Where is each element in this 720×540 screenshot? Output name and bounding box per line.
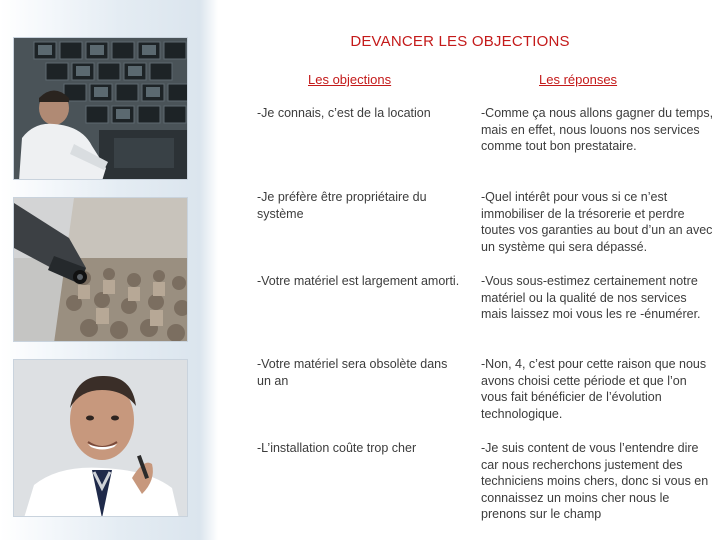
response-text: -Je suis content de vous l’entendre dire car nous recherchons justement des techniciens moins chers, donc si vous en connaissez un moins cher nous le prenons sur le champ	[481, 441, 709, 521]
objection-text: -L’installation coûte trop cher	[257, 441, 417, 455]
camera-crowd-photo	[13, 197, 188, 342]
page-title: DEVANCER LES OBJECTIONS	[350, 33, 570, 50]
smiling-man-photo	[13, 359, 188, 517]
objection-text: -Votre matériel sera obsolète dans un an	[257, 357, 448, 388]
objection-text: -Je préfère être propriétaire du système	[257, 190, 427, 221]
objection-text: -Votre matériel est largement amorti.	[257, 274, 460, 288]
response-text: -Non, 4, c’est pour cette raison que nous avons choisi cette période et que l’on vous fait bénéficier de l’évolution technologique.	[481, 357, 707, 421]
response-text: -Quel intérêt pour vous si ce n’est immobiliser de la trésorerie et perdre toutes vos garanties au bout d’un an avec un système qui sera dépassé.	[481, 190, 713, 254]
objections-column-header: Les objections	[308, 72, 392, 87]
responses-column-header: Les réponses	[539, 72, 618, 87]
response-text: -Comme ça nous allons gagner du temps, mais en effet, nous louons nos services comme tout bon prestataire.	[481, 106, 714, 153]
control-room-photo	[13, 37, 188, 180]
objection-text: -Je connais, c’est de la location	[257, 106, 431, 120]
response-text: -Vous sous-estimez certainement notre matériel ou la qualité de nos services mais laissez moi vous les re -énumérer.	[481, 274, 701, 321]
